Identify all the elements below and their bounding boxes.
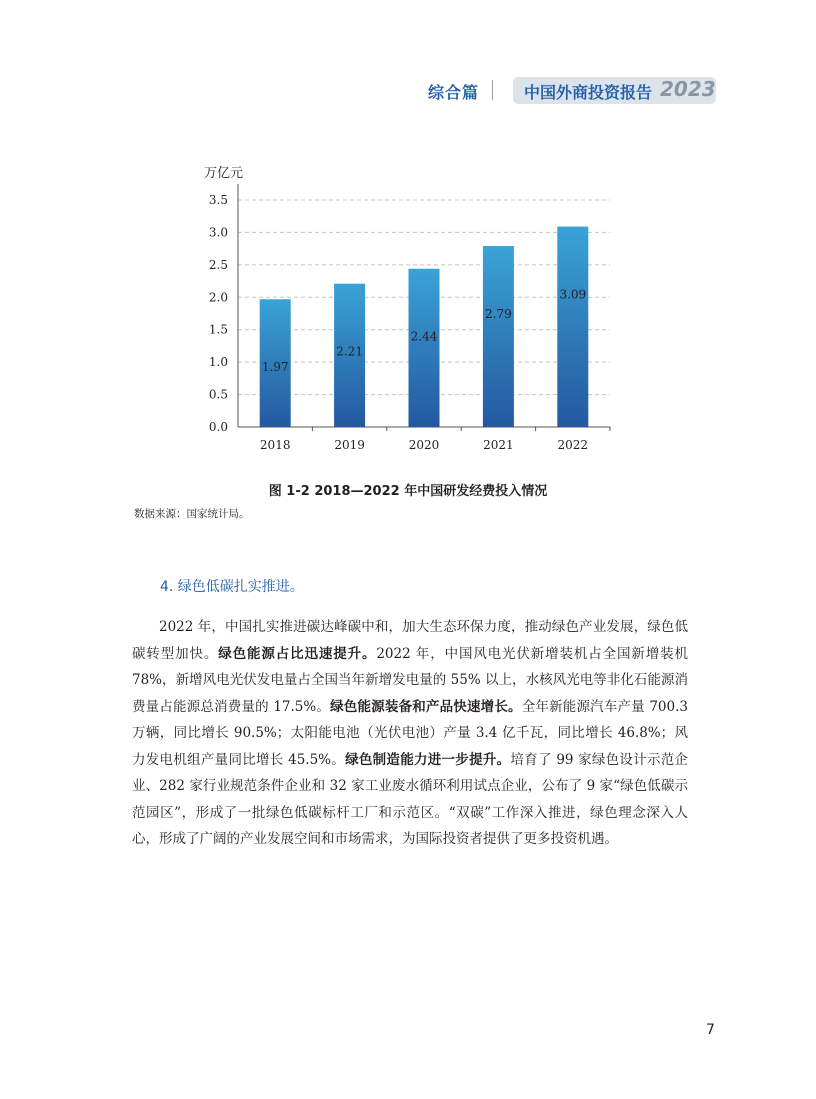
y-tick-label: 3.0 <box>208 225 228 240</box>
header-section-label: 综合篇 <box>428 83 480 102</box>
y-tick-label: 1.0 <box>208 355 228 370</box>
rd-investment-bar-chart <box>190 160 630 460</box>
x-tick-label: 2022 <box>557 438 589 452</box>
header-report-year: 2023 <box>660 77 716 101</box>
x-tick-label: 2019 <box>334 438 365 452</box>
body-highlight-1: 绿色能源占比迅速提升。 <box>218 645 377 662</box>
bar <box>483 246 514 427</box>
chart-bars <box>260 227 589 427</box>
body-sentence-3: 全年新能源汽车产量 700.3 万辆，同比增长 90.5%；太阳能电池（光伏电池）产量 3.4 亿千瓦，同比增长 46.8%；风力发电机组产量同比增长 45.5%。 <box>132 698 688 768</box>
x-tick-label: 2018 <box>259 438 291 452</box>
y-tick-label: 2.5 <box>208 257 228 272</box>
header-divider <box>492 80 493 100</box>
y-tick-label: 1.5 <box>208 322 228 337</box>
data-source-note: 数据来源：国家统计局。 <box>134 508 250 520</box>
figure-caption: 图 1-2 2018—2022 年中国研发经费投入情况 <box>268 484 548 499</box>
bar-value-label: 3.09 <box>559 287 587 302</box>
body-paragraph <box>132 614 688 853</box>
body-sentence-4: 培育了 99 家绿色设计示范企业、282 家行业规范条件企业和 32 家工业废水循环利用试点企业，公布了 9 家“绿色低碳示范园区”，形成了一批绿色低碳标杆工厂和示范区。“双碳”工作深入推进，绿色理念深入人心，形成了广阔的产业发展空间和市场需求，为国际投资者提供了更多投资机遇。 <box>132 751 689 847</box>
y-tick-label: 2.0 <box>208 290 228 305</box>
header-report-title: 中国外商投资报告 <box>524 83 653 102</box>
y-tick-label: 0.0 <box>208 420 228 434</box>
body-highlight-2: 绿色能源装备和产品快速增长。 <box>330 698 522 715</box>
body-highlight-3: 绿色制造能力进一步提升。 <box>345 751 511 768</box>
y-tick-label: 0.5 <box>208 387 228 402</box>
body-sentence-2: 2022 年，中国风电光伏新增装机占全国新增装机 78%，新增风电光伏发电量占全国当年新增发电量的 55% 以上，水核风光电等非化石能源消费量占能源总消费量的 17.5%。 <box>132 645 689 715</box>
bar-value-label: 2.21 <box>336 344 363 359</box>
y-axis-unit-label: 万亿元 <box>204 166 244 181</box>
section-heading: 4. 绿色低碳扎实推进。 <box>160 579 304 595</box>
bar <box>409 269 440 427</box>
y-tick-label: 3.5 <box>208 193 228 207</box>
bar-value-label: 2.79 <box>485 307 512 322</box>
x-tick-label: 2021 <box>483 438 514 452</box>
bar <box>557 227 588 427</box>
page-number: 7 <box>706 1022 715 1038</box>
bar-value-label: 2.44 <box>410 329 438 344</box>
bar-value-label: 1.97 <box>261 360 289 375</box>
x-tick-label: 2020 <box>408 438 440 452</box>
body-sentence-1: 2022 年，中国扎实推进碳达峰碳中和，加大生态环保力度，推动绿色产业发展，绿色低碳转型加快。 <box>132 619 688 662</box>
